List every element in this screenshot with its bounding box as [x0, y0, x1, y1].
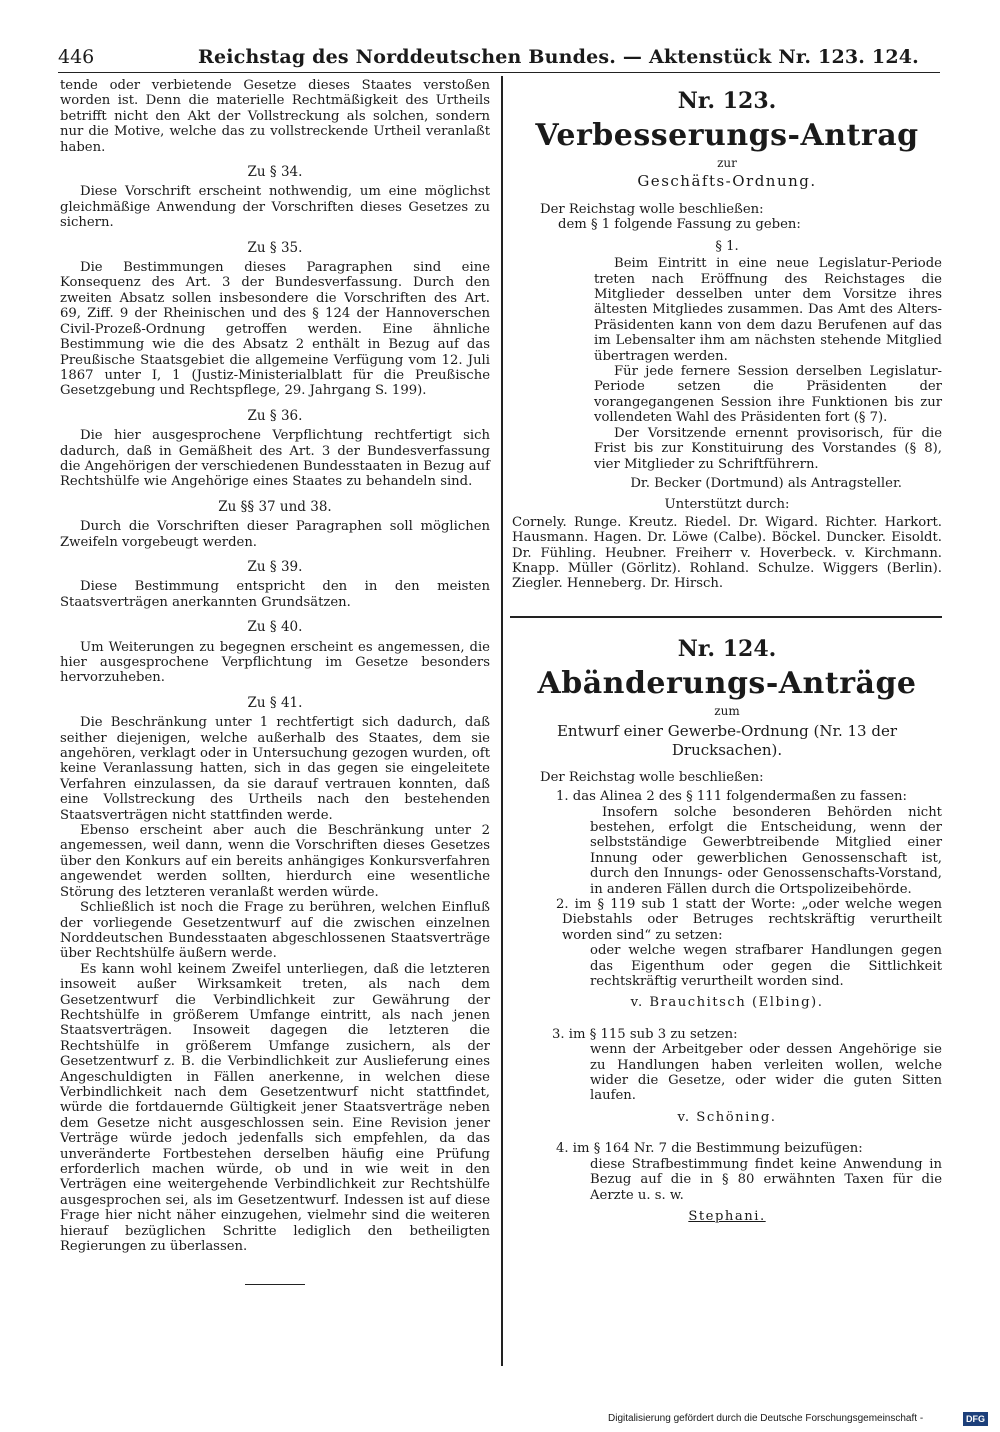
amendment-body: diese Strafbestimmung findet keine Anwendung in Bezug auf die in § 80 erwähnten Taxen für die Aerzte u. s. w.: [590, 1156, 942, 1203]
end-rule: [245, 1284, 305, 1285]
section-paragraph: Schließlich ist noch die Frage zu berühren, welchen Einfluß der vorliegende Gesetzentwurf auf die zwischen einzelnen Norddeutschen Bundesstaaten abgeschlossenen Staatsverträge über Rechtshülfe äußern werde.: [60, 900, 490, 962]
section-paragraph: Die hier ausgesprochene Verpflichtung rechtfertigt sich dadurch, daß in Gemäßheit des Art. 3 der Bundesverfassung die Angehörigen der verschiedenen Bundesstaaten in Bezug auf Rechtshülfe wie Angehörige eines Staates zu behandeln sind.: [60, 428, 490, 490]
section-heading: Zu § 34.: [247, 164, 303, 181]
amendment-signer: v. Schöning.: [677, 1109, 777, 1125]
amendment-body: oder welche wegen strafbarer Handlungen gegen das Eigenthum oder gegen die Sittlichkeit rechtskräftig verurtheilt worden sind.: [590, 943, 942, 990]
amended-paragraph: Der Vorsitzende ernennt provisorisch, für die Frist bis zur Konstituirung des Vorstandes (§ 8), vier Mitglieder zu Schriftführern.: [594, 425, 942, 472]
resolution-instruction: dem § 1 folgende Fassung zu geben:: [558, 217, 801, 233]
digitization-footer: [608, 1412, 988, 1426]
document-title-123: Verbesserungs-Antrag: [535, 118, 919, 153]
left-intro-paragraph: tende oder verbietende Gesetze dieses Staates verstoßen worden ist. Denn die materielle Rechtmäßigkeit des Urtheils betrifft nicht den Akt der Vollstreckung als solchen, sondern nur die Motive, welche das zu vollstreckende Urtheil veranlaßt haben.: [60, 78, 490, 155]
section-paragraph: Es kann wohl keinem Zweifel unterliegen, daß die letzteren insoweit außer Wirksamkeit treten, als nach dem Gesetzentwurf die Verbindlichkeit zur Gewährung der Rechtshülfe in größerem Umfange eintritt, als nach jenen Staatsverträgen. Insoweit dagegen die letzteren die Rechtshülfe in größerem Umfange zusichern, als der Gesetzentwurf z. B. die Verbindlichkeit zur Auslieferung eines Angeschuldigten in Fällen anerkenne, in welchen diese Verbindlichkeit nach dem Gesetzentwurf nicht stattfindet, würde die fortdauernde Gültigkeit jener Staatsverträge neben dem Gesetze nicht ausgeschlossen sein. Eine Revision jener Verträge würde jedoch jedenfalls sich empfehlen, da das unveränderte Fortbestehen derselben häufig eine Prüfung erforderlich machen würde, ob und in wie weit in den Verträgen eine weitergehende Verbindlichkeit zur Rechtshülfe ausgesprochen sei, als im Gesetzentwurf. Indessen ist auf diese Frage hier nicht näher einzugehen, vielmehr sind die weiteren hierauf bezüglichen Schritte lediglich den betheiligten Regierungen zu überlassen.: [60, 961, 490, 1255]
right-column: [512, 78, 942, 1228]
amendment-lead: 3. im § 115 sub 3 zu setzen:: [552, 1026, 738, 1042]
supported-by-label: Unterstützt durch:: [664, 497, 790, 513]
connector-word: zum: [714, 703, 740, 718]
section-paragraph: Um Weiterungen zu begegnen erscheint es angemessen, die hier ausgesprochene Verpflichtung im Gesetze besonders hervorzuheben.: [60, 639, 490, 686]
amendment-body: Insofern solche besonderen Behörden nicht bestehen, erfolgt die Entscheidung, wenn der selbstständige Gewerbtreibende Mitglied einer Innung oder gewerblichen Genossenschaft ist, durch den Innungs- oder Genossenschafts-Vorstand, in anderen Fällen durch die Ortspolizeibehörde.: [590, 804, 942, 897]
amendment-lead: 1. das Alinea 2 des § 111 folgendermaßen zu fassen:: [556, 789, 907, 805]
section-heading: Zu §§ 37 und 38.: [218, 498, 332, 515]
document-number-123: Nr. 123.: [677, 88, 777, 114]
section-paragraph: Durch die Vorschriften dieser Paragraphen soll möglichen Zweifeln vorgebeugt werden.: [60, 519, 490, 550]
section-paragraph: Die Beschränkung unter 1 rechtfertigt sich dadurch, daß seither diejenigen, welche außerhalb des Staates, dem sie angehören, verklagt oder in Untersuchung gezogen wurden, oft keine Veranlassung hatten, sich in das gegen sie eingeleitete Verfahren einzulassen, da sie darauf vertrauen konnten, daß eine Vollstreckung des Urtheils nach den bestehenden Staatsverträgen nicht stattfinden werde.: [60, 715, 490, 823]
document-subject-124: Entwurf einer Gewerbe-Ordnung (Nr. 13 der Drucksachen).: [556, 721, 898, 759]
document-number-124: Nr. 124.: [677, 635, 777, 662]
section-paragraph: Ebenso erscheint aber auch die Beschränkung unter 2 angemessen, weil dann, wenn die Vorschriften dieses Gesetzes über den Konkurs auf ein bereits anhängiges Konkursverfahren angewendet werden sollten, hierdurch eine wesentliche Störung des letzteren veranlaßt werden würde.: [60, 823, 490, 900]
resolution-intro: Der Reichstag wolle beschließen:: [540, 769, 764, 785]
supporters-list: Cornely. Runge. Kreutz. Riedel. Dr. Wigard. Richter. Harkort. Hausmann. Hagen. Dr. Löwe (Calbe). Böckel. Duncker. Eisoldt. Dr. Fühling. Heubner. Freiherr v. Hoverbeck. v. Kirchmann. Knapp. Müller (Görlitz). Rohland. Schulze. Wiggers (Berlin). Ziegler. Henneberg. Dr. Hirsch.: [512, 514, 942, 592]
amendment-item: [512, 897, 942, 1011]
amendment-item: [512, 789, 942, 897]
amendment-item: [512, 1027, 942, 1125]
amended-paragraph: Für jede fernere Session derselben Legislatur-Periode setzen die Präsidenten der vorangegangenen Session ihre Funktionen bis zur vollendeten Wahl des Präsidenten fort (§ 7).: [594, 364, 942, 426]
section-paragraph: Diese Bestimmung entspricht den in den meisten Staatsverträgen anerkannten Grundsätzen.: [60, 579, 490, 610]
amended-paragraph: Beim Eintritt in eine neue Legislatur-Periode treten nach Eröffnung des Reichstages die Mitglieder desselben unter dem Vorsitze ihres ältesten Mitgliedes zusammen. Das Amt des Alters-Präsidenten kann von dem dazu Berufenen auf das im Lebensalter ihm am nächsten stehende Mitglied übertragen werden.: [594, 256, 942, 364]
running-title: Reichstag des Norddeutschen Bundes. — Aktenstück Nr. 123. 124.: [198, 46, 919, 68]
section-heading: Zu § 40.: [247, 619, 303, 636]
document-subject-123: Geschäfts-Ordnung.: [637, 172, 817, 190]
section-heading: Zu § 35.: [247, 239, 303, 256]
section-heading: Zu § 39.: [247, 558, 303, 575]
left-column: [60, 78, 490, 1285]
amendment-signer: v. Brauchitsch (Elbing).: [630, 995, 824, 1011]
amendment-signer: Stephani.: [688, 1208, 766, 1224]
resolution-intro: Der Reichstag wolle beschließen:: [540, 202, 764, 217]
amendment-item: [512, 1141, 942, 1224]
amendment-lead: 4. im § 164 Nr. 7 die Bestimmung beizufügen:: [556, 1141, 863, 1157]
section-heading: Zu § 41.: [247, 694, 303, 711]
page-number: 446: [58, 46, 95, 68]
document-title-124: Abänderungs-Anträge: [537, 665, 917, 701]
column-divider: [501, 76, 503, 1366]
section-heading: Zu § 36.: [247, 407, 303, 424]
mover-signature: Dr. Becker (Dortmund) als Antragsteller.: [630, 475, 902, 491]
section-paragraph: Diese Vorschrift erscheint nothwendig, um eine möglichst gleichmäßige Anwendung der Vorschriften dieses Gesetzes zu sichern.: [60, 184, 490, 231]
document-separator: [510, 616, 942, 618]
dfg-logo: DFG: [963, 1412, 988, 1426]
header-rule: [58, 72, 940, 73]
section-paragraph: Die Bestimmungen dieses Paragraphen sind eine Konsequenz des Art. 3 der Bundesverfassung. Durch den zweiten Absatz sollen insbesondere die Vorschriften des Art. 69, Ziff. 9 der Rheinischen und des § 124 der Hannoverschen Civil-Prozeß-Ordnung getroffen werden. Eine ähnliche Bestimmung wie die des Absatz 2 enthält in Bezug auf das Preußische Staatsgebiet die allgemeine Verfügung vom 12. Juli 1867 unter I, 1 (Justiz-Ministerialblatt für die Preußische Gesetzgebung und Rechtspflege, 29. Jahrgang S. 199).: [60, 260, 490, 399]
footer-text: Digitalisierung gefördert durch die Deutsche Forschungsgemeinschaft -: [608, 1413, 924, 1424]
amendment-body: wenn der Arbeitgeber oder dessen Angehörige sie zu Handlungen haben verleiten wollen, welche wider die Gesetze, oder wider die guten Sitten laufen.: [590, 1042, 942, 1104]
amendment-list: [512, 789, 942, 1224]
amended-text-block: [512, 256, 942, 472]
amendment-lead: 2. im § 119 sub 1 statt der Worte: „oder welche wegen Diebstahls oder Betruges rechtskräftig verurtheilt worden sind“ zu setzen:: [556, 897, 942, 943]
connector-word: zur: [717, 156, 737, 170]
paragraph-sign: § 1.: [715, 238, 739, 254]
page-header: [58, 44, 919, 70]
